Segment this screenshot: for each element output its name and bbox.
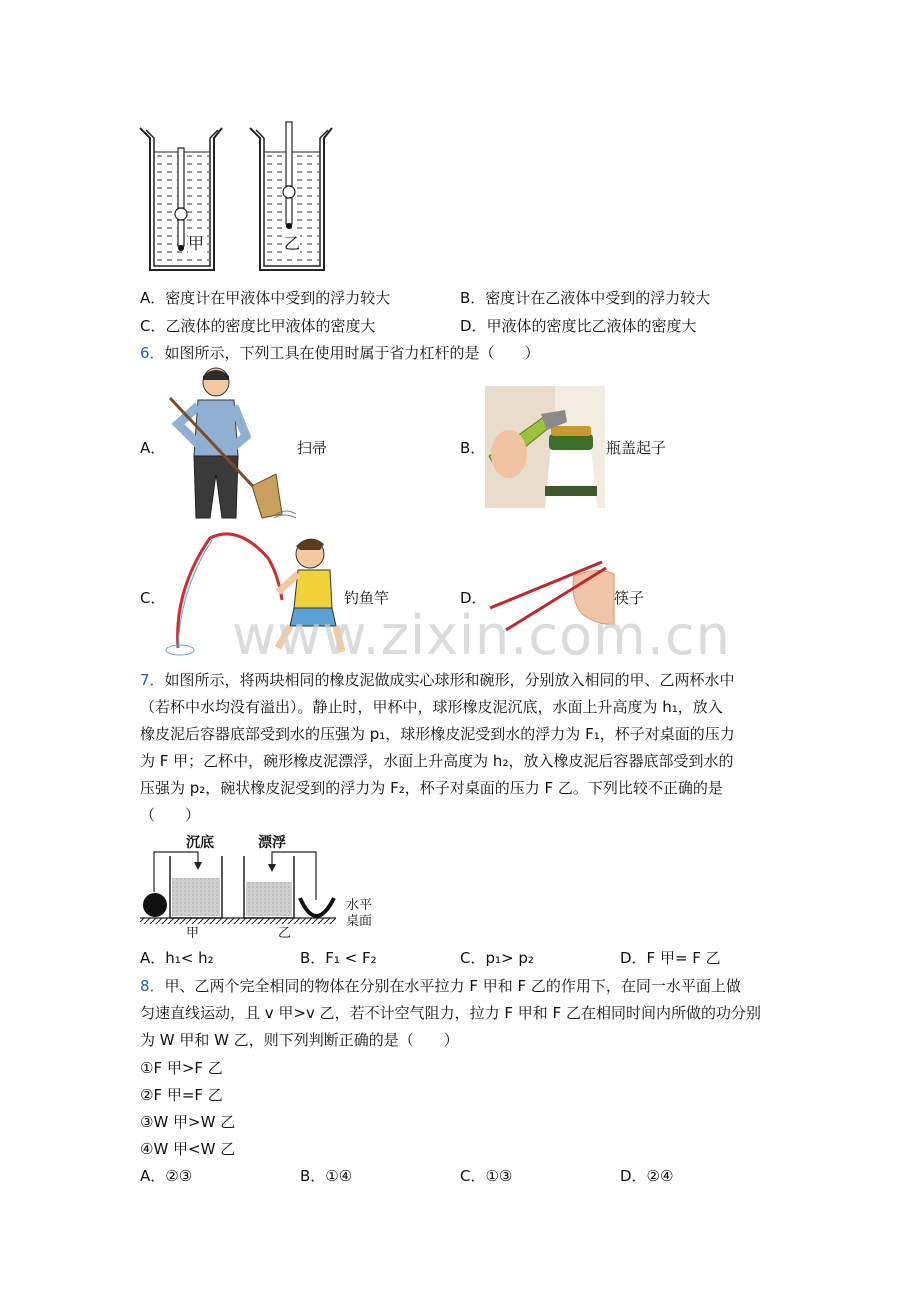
fig-label-jia: 甲 — [186, 926, 200, 941]
q7-option-a[interactable]: A．h₁< h₂ — [140, 949, 214, 967]
q7-text-1: 如图所示，将两块相同的橡皮泥做成实心球形和碗形，分别放入相同的甲、乙两杯水中 — [164, 671, 735, 689]
q8-line-2: 匀速直线运动，且 v 甲>v 乙，若不计空气阻力，拉力 F 甲和 F 乙在相同时间内所做的功分别 — [140, 1004, 761, 1022]
q8-line-1 — [140, 976, 741, 996]
q8-option-a[interactable]: A．②③ — [140, 1167, 193, 1185]
q8-item-3: ③W 甲>W 乙 — [140, 1113, 236, 1131]
q6-option-a-letter[interactable]: A． — [140, 439, 166, 457]
q6-number: 6． — [140, 344, 165, 362]
q6-option-d-letter[interactable]: D． — [460, 589, 487, 607]
q8-item-1: ①F 甲>F 乙 — [140, 1059, 223, 1077]
broom-man-image — [164, 366, 300, 526]
q7-number: 7． — [140, 671, 165, 689]
q8-line-3: 为 W 甲和 W 乙，则下列判断正确的是（ ） — [140, 1031, 459, 1049]
watermark: www.zixin.com.cn — [232, 604, 731, 667]
q8-item-4: ④W 甲<W 乙 — [140, 1140, 236, 1158]
q5-option-b[interactable]: B．密度计在乙液体中受到的浮力较大 — [460, 289, 711, 307]
q7-line-4: 为 F 甲；乙杯中，碗形橡皮泥漂浮，水面上升高度为 h₂，放入橡皮泥后容器底部受到水的 — [140, 752, 734, 770]
q7-line-3: 橡皮泥后容器底部受到水的压强为 p₁，球形橡皮泥受到水的浮力为 F₁，杯子对桌面的压力 — [140, 725, 735, 743]
q8-option-d[interactable]: D．②④ — [620, 1167, 674, 1185]
hydrometer-figure — [136, 120, 336, 276]
fig-label-float: 漂浮 — [258, 835, 286, 851]
beaker-jia — [140, 128, 222, 270]
q5-option-a[interactable]: A．密度计在甲液体中受到的浮力较大 — [140, 289, 391, 307]
q7-line-2: （若杯中水均没有溢出）。静止时，甲杯中，球形橡皮泥沉底，水面上升高度为 h₁，放入 — [140, 698, 723, 716]
fig-label-desk-1: 水平 — [346, 898, 373, 913]
q6-option-b-caption: 瓶盖起子 — [606, 439, 667, 457]
q7-line-6: （ ） — [140, 806, 201, 824]
q6-option-d-caption: 筷子 — [614, 589, 645, 607]
q7-option-c[interactable]: C．p₁> p₂ — [460, 949, 534, 967]
q6-option-b-letter[interactable]: B． — [460, 439, 486, 457]
q7-option-b[interactable]: B．F₁ < F₂ — [300, 949, 377, 967]
q5-option-c[interactable]: C．乙液体的密度比甲液体的密度大 — [140, 317, 376, 335]
q7-line-1 — [140, 670, 735, 690]
bottle-opener-image — [485, 386, 605, 508]
label-jia: 甲 — [188, 234, 205, 253]
q5-option-d[interactable]: D．甲液体的密度比乙液体的密度大 — [460, 317, 697, 335]
fig-label-sink: 沉底 — [186, 835, 214, 851]
q8-item-2: ②F 甲=F 乙 — [140, 1086, 223, 1104]
q7-option-d[interactable]: D．F 甲= F 乙 — [620, 949, 721, 967]
q6-option-c-letter[interactable]: C． — [140, 589, 166, 607]
q7-line-5: 压强为 p₂，碗状橡皮泥受到的浮力为 F₂，杯子对桌面的压力 F 乙。下列比较不正确的是 — [140, 779, 723, 797]
fig-label-desk-2: 桌面 — [346, 914, 373, 929]
q8-number: 8． — [140, 977, 165, 995]
q6-stem-text: 如图所示，下列工具在使用时属于省力杠杆的是（ ） — [164, 344, 540, 362]
q6-option-c-caption: 钓鱼竿 — [344, 589, 390, 607]
label-yi: 乙 — [284, 234, 301, 253]
q6-option-a-caption: 扫帚 — [297, 439, 328, 457]
q8-option-b[interactable]: B．①④ — [300, 1167, 353, 1185]
q8-option-c[interactable]: C．①③ — [460, 1167, 513, 1185]
q8-text-1: 甲、乙两个完全相同的物体在分别在水平拉力 F 甲和 F 乙的作用下，在同一水平面上做 — [164, 977, 741, 995]
q6-stem — [140, 343, 540, 363]
fig-label-yi: 乙 — [278, 926, 292, 941]
